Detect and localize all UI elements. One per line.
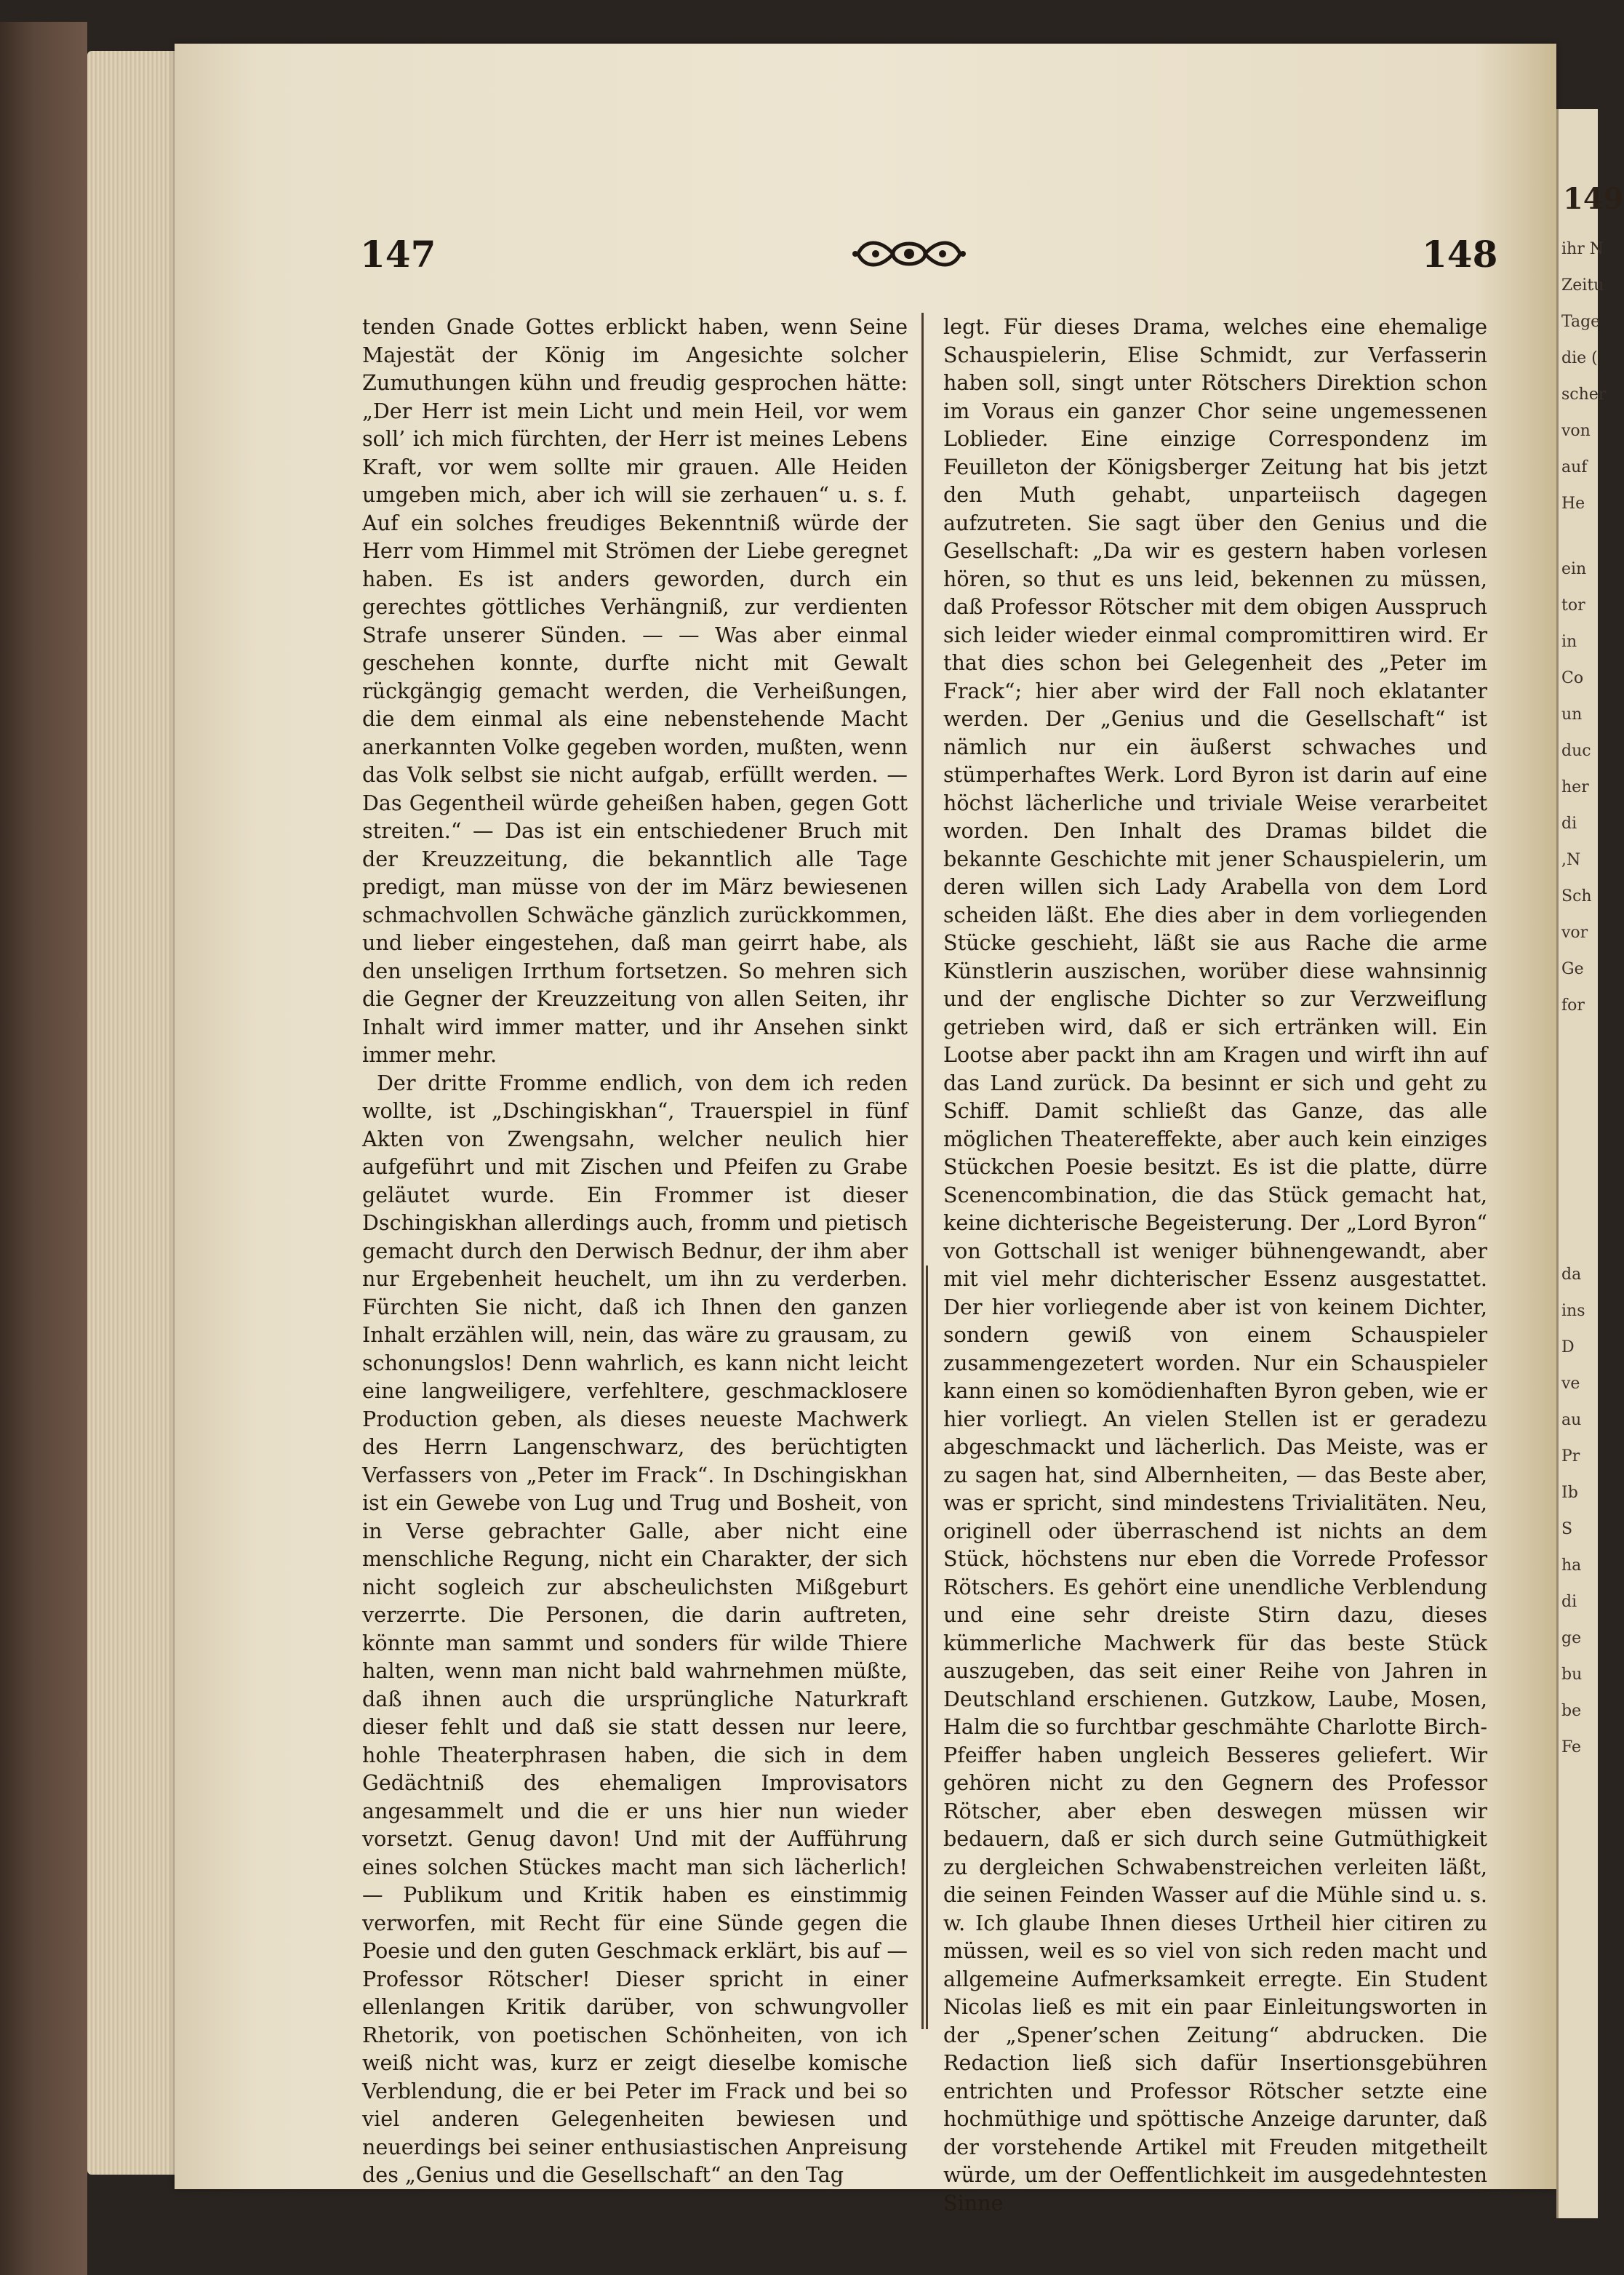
next-page-fragment: He [1561,495,1585,513]
next-page-fragment: ve [1561,1375,1580,1393]
next-page-fragment: ins [1561,1302,1585,1320]
next-page-fragment: ein [1561,560,1587,578]
scroll-ornament-icon [851,234,967,273]
next-page-fragment: Zeitu [1561,276,1604,295]
next-page-strip [1556,109,1624,2218]
next-page-fragment: S [1561,1520,1573,1538]
next-page-fragment: Ib [1561,1484,1578,1502]
next-page-fragment: be [1561,1702,1582,1720]
next-page-fragment: di [1561,815,1577,833]
next-page-fragment: tor [1561,596,1585,615]
next-page-fragment: D [1561,1338,1575,1356]
next-page-fragment: scher [1561,385,1607,404]
next-page-fragment: her [1561,778,1589,796]
next-page-fragment: di [1561,1593,1577,1611]
next-page-fragment: for [1561,996,1585,1015]
page-number-right: 148 [1422,233,1498,276]
next-page-fragment: duc [1561,742,1591,760]
next-page-fragment: in [1561,633,1577,651]
next-page-fragment: ,N [1561,851,1581,869]
next-page-fragment: ha [1561,1556,1582,1575]
next-page-fragment: Ge [1561,960,1584,978]
paragraph: Der dritte Fromme endlich, von dem ich reden wollte, ist „Dschingiskhan“, Trauerspiel in fünf Akten von Zwengsahn, welcher neulich hier aufgeführt und mit Zischen und Pfeifen zu Grabe geläutet wurde. Ein Frommer ist dieser Dschingiskhan allerdings auch, fromm und pietisch gemacht durch den Derwisch Bednur, der ihm aber nur Ergebenheit heuchelt, um ihn zu verderben. Fürchten Sie nicht, daß ich Ihnen den ganzen Inhalt erzählen will, nein, das wäre zu grausam, zu schonungslos! Denn wahrlich, es kann nicht leicht eine langweiligere, verfehltere, geschmacklosere Production geben, als dieses neueste Machwerk des Herrn Langenschwarz, des berüchtigten Verfassers von „Peter im Frack“. In Dschingiskhan ist ein Gewebe von Lug und Trug und Bosheit, von in Verse gebrachter Galle, aber nicht eine menschliche Regung, nicht ein Charakter, der sich nicht sogleich zur abscheulichsten Mißgeburt verzerrte. Die Personen, die darin auftreten, könnte man sammt und sonders für wilde Thiere halten, wenn man nicht bald wahrnehmen müßte, daß ihnen auch die ursprüngliche Naturkraft dieser fehlt und daß sie statt dessen nur leere, hohle Theaterphrasen haben, die sich in dem Gedächtniß des ehemaligen Improvisators angesammelt und die er uns hier nun wieder vorsetzt. Genug davon! Und mit der Aufführung eines solchen Stückes macht man sich lächerlich! — Publikum und Kritik haben es einstimmig verworfen, mit Recht für eine Sünde gegen die Poesie und den guten Geschmack erklärt, bis auf — Professor Rötscher! Dieser spricht in einer ellenlangen Kritik darüber, von schwungvoller Rhetorik, von poetischen Schönheiten, von ich weiß nicht was, kurz er zeigt dieselbe komische Verblendung, die er bei Peter im Frack und bei so viel anderen Gelegenheiten bewiesen und neuerdings bei seiner enthusiastischen Anpreisung des „Genius und die Gesellschaft“ an den Tag [362,1070,908,2187]
text-column-left [362,313,908,2189]
page-number-left: 147 [360,233,436,276]
next-page-fragment: au [1561,1411,1582,1429]
column-divider [921,313,924,2029]
paragraph: legt. Für dieses Drama, welches eine ehemalige Schauspielerin, Elise Schmidt, zur Verfasserin haben soll, singt unter Rötschers Direktion schon im Voraus ein ganzer Chor seine ungemessenen Loblieder. Eine einzige Correspondenz im Feuilleton der Königsberger Zeitung hat bis jetzt den Muth gehabt, unparteiisch dagegen aufzutreten. Sie sagt über den Genius und die Gesellschaft: „Da wir es gestern haben vorlesen hören, so thut es uns leid, bekennen zu müssen, daß Professor Rötscher mit dem obigen Ausspruch sich leider wieder einmal compromittiren wird. Er that dies schon bei Gelegenheit des „Peter im Frack“; hier aber wird der Fall noch eklatanter werden. Der „Genius und die Gesellschaft“ ist nämlich nur ein äußerst schwaches und stümperhaftes Werk. Lord Byron ist darin auf eine höchst lächerliche und triviale Weise verarbeitet worden. Den Inhalt des Dramas bildet die bekannte Geschichte mit jener Schauspielerin, um deren willen sich Lady Arabella von dem Lord scheiden läßt. Ehe dies aber in dem vorliegenden Stücke geschieht, läßt sie aus Rache die arme Künstlerin auszischen, worüber diese wahnsinnig und der englische Dichter so zur Verzweiflung getrieben wird, daß er sich ertränken will. Ein Lootse aber packt ihn am Kragen und wirft ihn auf das Land zurück. Da besinnt er sich und geht zu Schiff. Damit schließt das Ganze, das alle möglichen Theatereffekte, aber auch kein einziges Stückchen Poesie besitzt. Es ist die platte, dürre Scenencombination, die das Stück gemacht hat, keine dichterische Begeisterung. Der „Lord Byron“ von Gottschall ist weniger bühnengewandt, aber mit viel mehr dichterischer Essenz ausgestattet. Der hier vorliegende aber ist von keinem Dichter, sondern gewiß von einem Schauspieler zusammengezetert worden. Nur ein Schauspieler kann einen so komödienhaften Byron geben, wie er hier vorliegt. An vielen Stellen ist er geradezu abgeschmackt und lächerlich. Das Meiste, was er zu sagen hat, sind Albernheiten, — das Beste aber, was er spricht, sind mindestens Trivialitäten. Neu, originell oder überraschend ist nichts an dem Stück, höchstens nur eben die Vorrede Professor Rötschers. Es gehört eine unendliche Verblendung und eine sehr dreiste Stirn dazu, dieses kümmerliche Machwerk für das beste Stück auszugeben, das seit einer Reihe von Jahren in Deutschland erschienen. Gutzkow, Laube, Mosen, Halm die so furchtbar geschmähte Charlotte Birch-Pfeiffer haben ungleich Besseres geliefert. Wir gehören nicht zu den Gegnern des Professor Rötscher, aber eben deswegen müssen wir bedauern, daß er sich durch seine Gutmüthigkeit zu dergleichen Schwabenstreichen verleiten läßt, die seinen Feinden Wasser auf die Mühle sind u. s. w. Ich glaube Ihnen dieses Urtheil hier citiren zu müssen, weil es so viel von sich reden macht und allgemeine Aufmerksamkeit erregte. Ein Student Nicolas ließ es mit ein paar Einleitungsworten in der „Spener’schen Zeitung“ abdrucken. Die Redaction ließ sich dafür Insertionsgebühren entrichten und Professor Rötscher setzte eine hochmüthige und spöttische Anzeige darunter, daß der vorstehende Artikel mit Freuden mitgetheilt würde, um der Oeffentlichkeit im ausgedehntesten Sinne [943,314,1487,2215]
next-page-fragment: ihr N [1561,240,1604,258]
next-page-fragment: auf [1561,458,1588,476]
next-page-number: 149 [1563,182,1624,216]
column-divider [926,1266,928,2029]
next-page-fragment: von [1561,422,1591,440]
next-page-fragment: bu [1561,1666,1583,1684]
book-cover-edge [0,22,87,2275]
next-page-fragment: Sch [1561,887,1592,905]
text-column-right [943,313,1487,2217]
next-page-fragment: da [1561,1266,1582,1284]
next-page-fragment: un [1561,705,1583,724]
next-page-fragment: ge [1561,1629,1582,1647]
next-page-fragment: die ( [1561,349,1598,367]
next-page-fragment: Pr [1561,1447,1580,1466]
next-page-fragment: Co [1561,669,1584,687]
paragraph: tenden Gnade Gottes erblickt haben, wenn Seine Majestät der König im Angesichte solcher Zumuthungen kühn und freudig gesprochen hätte: „Der Herr ist mein Licht und mein Heil, vor wem soll’ ich mich fürchten, der Herr ist meines Lebens Kraft, vor wem sollte mir grauen. Alle Heiden umgeben mich, aber ich will sie zerhauen“ u. s. f. Auf ein solches freudiges Bekenntniß würde der Herr vom Himmel mit Strömen der Liebe geregnet haben. Es ist anders geworden, durch ein gerechtes göttliches Verhängniß, zur verdienten Strafe unserer Sünden. — — Was aber einmal geschehen konnte, durfte nicht mit Gewalt rückgängig gemacht werden, die Verheißungen, die dem einmal als eine nebenstehende Macht anerkannten Volke gegeben worden, mußten, wenn das Volk selbst sie nicht aufgab, erfüllt werden. — Das Gegentheil würde geheißen haben, gegen Gott streiten.“ — Das ist ein entschiedener Bruch mit der Kreuzzeitung, die bekanntlich alle Tage predigt, man müsse von der im März bewiesenen schmachvollen Schwäche gänzlich zurückkommen, und lieber eingestehen, daß man geirrt habe, als den unseligen Irrthum fortsetzen. So mehren sich die Gegner der Kreuzzeitung von allen Seiten, ihr Inhalt wird immer matter, und ihr Ansehen sinkt immer mehr. [362,314,908,1067]
next-page-fragment: Fe [1561,1738,1582,1756]
next-page-fragment: vor [1561,924,1588,942]
next-page-fragment: Tage [1561,313,1601,331]
